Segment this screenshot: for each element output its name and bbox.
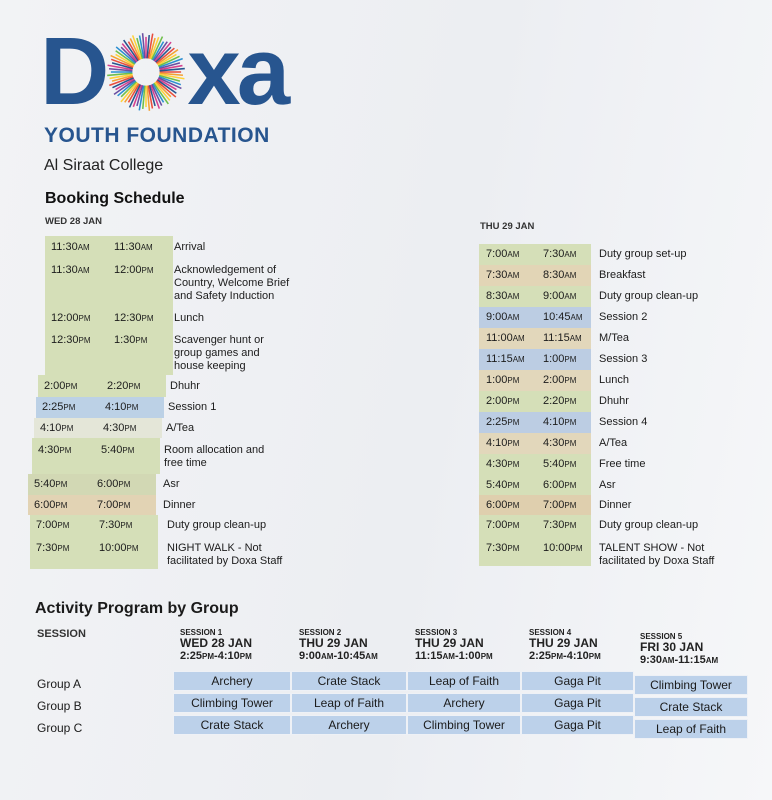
time-meridiem: PM <box>564 376 577 385</box>
activity-cell: Climbing Tower <box>407 715 521 735</box>
time-meridiem: PM <box>564 418 577 427</box>
activity-line: Dinner <box>599 498 632 511</box>
time-meridiem: PM <box>480 652 493 661</box>
time-value: 7:30 <box>486 269 508 281</box>
time-meridiem: PM <box>564 460 577 469</box>
session-header <box>529 628 601 662</box>
session-time <box>640 654 718 666</box>
activity-text <box>599 311 647 324</box>
time-value: 8:30 <box>486 290 508 302</box>
activity-text <box>599 437 627 450</box>
time-value: 2:00 <box>543 374 565 386</box>
time-value: 12:30 <box>51 334 79 346</box>
time-meridiem: AM <box>77 266 90 275</box>
time-meridiem: PM <box>564 480 577 490</box>
session-time <box>180 650 252 662</box>
activity-line: Dhuhr <box>170 379 200 392</box>
start-time <box>486 269 519 281</box>
time-meridiem: PM <box>551 652 564 661</box>
session-date: THU 29 JAN <box>299 636 368 650</box>
time-value: 1:00 <box>543 353 565 365</box>
time-meridiem: PM <box>507 376 520 385</box>
session-date: THU 29 JAN <box>529 636 598 650</box>
start-time <box>486 437 519 449</box>
activity-cell: Archery <box>407 693 521 713</box>
time-meridiem: PM <box>507 397 520 406</box>
time-value: 5:40 <box>101 444 123 456</box>
logo-letter-d: D <box>40 18 106 125</box>
time-value: 6:00 <box>97 478 119 490</box>
time-meridiem: AM <box>140 242 153 252</box>
time-value: 9:00 <box>486 311 508 323</box>
time-value: 9:00 <box>299 650 322 662</box>
schedule-row <box>0 307 772 328</box>
time-meridiem: AM <box>570 313 583 322</box>
time-value: 10:45 <box>543 311 571 323</box>
schedule-row <box>0 475 772 495</box>
end-time <box>543 437 576 449</box>
time-value: 7:00 <box>486 519 508 531</box>
time-value: 4:30 <box>543 437 565 449</box>
start-time <box>486 290 519 302</box>
group-label: Group A <box>37 677 82 691</box>
session-time <box>529 650 601 662</box>
session-number: SESSION 1 <box>180 628 223 637</box>
time-meridiem: PM <box>128 381 141 391</box>
time-meridiem: AM <box>512 334 525 343</box>
activity-cell: Gaga Pit <box>521 715 634 735</box>
time-dash: - <box>454 650 459 662</box>
time-value: 12:00 <box>51 311 79 324</box>
schedule-row <box>0 454 772 475</box>
activity-line: Free time <box>599 458 646 470</box>
time-meridiem: AM <box>77 242 90 252</box>
activity-line: group games and <box>174 347 260 359</box>
activity-text <box>599 269 645 282</box>
activity-line: Lunch <box>599 374 629 386</box>
time-meridiem: PM <box>57 521 70 530</box>
time-value: 11:15 <box>678 654 706 666</box>
activity-line: TALENT SHOW - Not <box>599 542 705 554</box>
wed-day-header: WED 28 JAN <box>45 216 103 227</box>
end-time <box>543 332 582 344</box>
activity-line: Country, Welcome Brief <box>174 277 290 289</box>
time-meridiem: PM <box>564 521 577 530</box>
time-meridiem: AM <box>507 292 520 301</box>
time-meridiem: PM <box>141 313 154 323</box>
time-meridiem: PM <box>507 460 520 469</box>
schedule-row <box>0 244 772 265</box>
time-value: 2:25 <box>486 416 508 428</box>
start-time <box>486 458 519 470</box>
time-value: 7:30 <box>543 519 565 531</box>
activity-line: Duty group set-up <box>599 248 687 260</box>
time-meridiem: PM <box>61 423 74 433</box>
schedule-row <box>0 433 772 454</box>
end-time <box>543 311 583 323</box>
schedule-row <box>0 536 772 566</box>
activity-line: Acknowledgement of <box>174 264 277 276</box>
activity-line: M/Tea <box>599 332 629 344</box>
time-meridiem: PM <box>78 336 91 345</box>
activity-line: A/Tea <box>599 437 628 449</box>
activity-cell: Climbing Tower <box>634 675 748 695</box>
end-time <box>543 290 576 302</box>
session-number: SESSION 3 <box>415 628 458 637</box>
end-time <box>543 353 576 365</box>
time-meridiem: PM <box>507 480 520 490</box>
time-meridiem: PM <box>564 500 577 510</box>
time-value: 11:30 <box>114 240 141 253</box>
activity-line: Lunch <box>174 311 204 324</box>
end-time <box>543 374 576 386</box>
activity-text <box>599 353 647 366</box>
activity-line: Session 1 <box>168 401 217 413</box>
time-meridiem: PM <box>55 500 68 510</box>
activity-line: Scavenger hunt or <box>174 334 264 346</box>
time-value: 7:00 <box>543 498 565 511</box>
time-meridiem: PM <box>59 446 72 455</box>
time-meridiem: PM <box>564 355 577 364</box>
time-value: 4:30 <box>103 421 125 434</box>
activity-line: Asr <box>163 478 180 490</box>
schedule-row <box>0 286 772 307</box>
activity-line: Breakfast <box>599 269 646 281</box>
time-value: 5:40 <box>486 478 508 491</box>
end-time <box>543 269 576 281</box>
start-time <box>486 519 519 531</box>
end-time <box>543 458 576 470</box>
activity-line: Room allocation and <box>164 444 265 456</box>
time-meridiem: PM <box>118 480 131 489</box>
end-time <box>543 416 576 428</box>
time-meridiem: AM <box>705 656 719 665</box>
session-date: WED 28 JAN <box>180 636 253 650</box>
time-value: 2:25 <box>42 401 64 413</box>
activity-text <box>599 499 631 512</box>
activity-line: Session 3 <box>599 353 648 365</box>
time-value: 2:25 <box>529 650 552 662</box>
time-value: 7:30 <box>543 248 565 260</box>
end-time <box>543 395 576 407</box>
time-value: 7:00 <box>36 519 58 531</box>
activity-line: and Safety Induction <box>174 290 275 302</box>
time-value: 11:30 <box>51 264 78 276</box>
start-time <box>486 353 525 365</box>
time-value: 10:00 <box>543 542 571 554</box>
time-meridiem: PM <box>507 439 520 448</box>
time-meridiem: AM <box>365 652 378 661</box>
time-meridiem: PM <box>239 652 252 661</box>
logo-letters-xa: xa <box>187 18 287 125</box>
end-time <box>543 519 576 531</box>
start-time <box>486 374 519 386</box>
time-meridiem: PM <box>507 544 520 553</box>
time-value: 4:10 <box>105 401 127 413</box>
doxa-logo <box>40 18 287 147</box>
time-value: 4:10 <box>566 650 589 662</box>
time-meridiem: AM <box>662 656 675 665</box>
time-value: 2:00 <box>486 395 508 407</box>
schedule-row <box>0 391 772 412</box>
activity-text <box>599 519 698 532</box>
session-number: SESSION 4 <box>529 628 572 637</box>
start-time <box>486 542 519 554</box>
time-value: 9:00 <box>543 290 565 302</box>
activity-cell: Crate Stack <box>634 697 748 717</box>
time-meridiem: PM <box>564 397 577 406</box>
time-meridiem: AM <box>564 250 577 259</box>
activity-cell: Archery <box>291 715 407 735</box>
start-time <box>486 395 519 407</box>
time-value: 1:30 <box>114 334 136 346</box>
activity-text <box>599 395 629 408</box>
end-time <box>543 499 576 511</box>
time-value: 7:00 <box>486 248 508 260</box>
activity-text <box>599 542 714 568</box>
time-meridiem: AM <box>507 250 520 259</box>
time-value: 7:30 <box>99 519 121 531</box>
session-header <box>299 628 378 662</box>
time-meridiem: PM <box>588 652 601 661</box>
activity-line: Duty group clean-up <box>599 290 699 302</box>
session-time <box>415 650 493 662</box>
activity-line: facilitated by Doxa Staff <box>167 555 283 567</box>
time-meridiem: AM <box>442 652 455 661</box>
time-dash: - <box>563 650 567 662</box>
session-number: SESSION 2 <box>299 628 342 637</box>
time-value: 4:30 <box>38 444 60 456</box>
time-value: 1:00 <box>486 374 508 386</box>
time-value: 2:25 <box>180 650 203 662</box>
start-time <box>486 416 519 428</box>
time-value: 9:30 <box>640 654 663 666</box>
time-dash: - <box>214 650 218 662</box>
time-meridiem: PM <box>507 521 520 530</box>
time-value: 11:00 <box>486 332 513 344</box>
time-value: 7:30 <box>486 542 508 554</box>
college-name: Al Siraat College <box>44 157 164 174</box>
time-meridiem: PM <box>135 336 148 345</box>
activity-line: A/Tea <box>166 421 195 434</box>
activity-line: Session 4 <box>599 416 648 428</box>
activity-text <box>599 290 698 303</box>
activity-cell: Climbing Tower <box>173 693 291 713</box>
activity-text <box>599 374 629 387</box>
end-time <box>543 479 576 491</box>
session-header <box>640 632 718 666</box>
time-value: 12:30 <box>114 311 142 324</box>
time-value: 5:40 <box>34 478 56 490</box>
booking-schedule-title: Booking Schedule <box>45 190 185 207</box>
session-column-label: SESSION <box>37 628 86 640</box>
time-meridiem: PM <box>570 544 583 553</box>
time-value: 11:15 <box>543 332 570 344</box>
thu-day-header: THU 29 JAN <box>480 221 535 232</box>
start-time <box>486 479 519 491</box>
session-date: FRI 30 JAN <box>640 640 704 654</box>
time-meridiem: PM <box>78 313 91 323</box>
time-value: 4:10 <box>543 416 565 428</box>
activity-text <box>599 479 616 492</box>
activity-line: Asr <box>599 478 616 491</box>
schedule-row <box>0 515 772 536</box>
time-meridiem: AM <box>564 271 577 280</box>
time-value: 12:00 <box>114 264 142 276</box>
activity-line: Arrival <box>174 240 206 253</box>
activity-line: Dinner <box>163 498 196 511</box>
activity-line: house keeping <box>174 360 246 372</box>
time-meridiem: AM <box>507 271 520 280</box>
activity-cell: Crate Stack <box>173 715 291 735</box>
time-meridiem: PM <box>55 480 68 489</box>
time-value: 7:30 <box>36 542 58 554</box>
time-value: 7:00 <box>97 498 119 511</box>
time-value: 11:15 <box>415 650 443 662</box>
time-meridiem: PM <box>141 266 154 275</box>
time-value: 6:00 <box>486 498 508 511</box>
activity-line: Dhuhr <box>599 395 629 407</box>
session-number: SESSION 5 <box>640 632 683 641</box>
logo-subtitle: YOUTH FOUNDATION <box>44 124 270 147</box>
schedule-row <box>0 328 772 349</box>
schedule-row <box>0 412 772 433</box>
group-label: Group C <box>37 721 83 735</box>
time-meridiem: PM <box>202 652 215 661</box>
time-meridiem: PM <box>507 418 520 427</box>
time-value: 11:30 <box>51 240 78 253</box>
session-date: THU 29 JAN <box>415 636 484 650</box>
activity-line: NIGHT WALK - Not <box>167 542 262 554</box>
time-dash: - <box>674 654 679 666</box>
schedule-row <box>0 495 772 515</box>
activity-cell: Leap of Faith <box>634 719 748 739</box>
time-value: 8:30 <box>543 269 565 281</box>
time-meridiem: PM <box>124 423 137 433</box>
time-meridiem: PM <box>507 500 520 510</box>
time-meridiem: AM <box>512 355 525 364</box>
time-value: 1:00 <box>458 650 481 662</box>
sunburst-icon <box>107 33 185 111</box>
activity-cell: Leap of Faith <box>407 671 521 691</box>
activity-cell: Crate Stack <box>291 671 407 691</box>
time-value: 4:30 <box>486 458 508 470</box>
activity-cell: Gaga Pit <box>521 693 634 713</box>
time-value: 6:00 <box>543 478 565 491</box>
session-time <box>299 650 378 662</box>
time-value: 6:00 <box>34 498 56 511</box>
activity-text <box>599 248 686 261</box>
activity-cell: Gaga Pit <box>521 671 634 691</box>
start-time <box>486 499 519 511</box>
activity-cell: Archery <box>173 671 291 691</box>
activity-text <box>599 332 629 345</box>
logo-wordmark <box>40 18 287 125</box>
time-value: 4:10 <box>486 437 508 449</box>
time-dash: - <box>333 650 338 662</box>
activity-text <box>599 458 645 471</box>
activity-text <box>599 416 647 429</box>
time-meridiem: AM <box>321 652 334 661</box>
end-time <box>543 542 583 554</box>
activity-line: Duty group clean-up <box>599 519 699 531</box>
time-value: 10:45 <box>337 650 366 662</box>
time-value: 11:15 <box>486 353 513 365</box>
time-value: 2:20 <box>107 379 129 392</box>
time-meridiem: PM <box>564 439 577 448</box>
time-value: 2:00 <box>44 379 66 392</box>
time-meridiem: AM <box>569 334 582 343</box>
time-meridiem: PM <box>122 446 135 455</box>
time-meridiem: PM <box>57 544 70 553</box>
end-time <box>543 248 576 260</box>
time-meridiem: AM <box>564 292 577 301</box>
time-meridiem: AM <box>507 313 520 322</box>
session-header <box>415 628 493 662</box>
schedule-row <box>0 265 772 286</box>
activity-cell: Leap of Faith <box>291 693 407 713</box>
group-label: Group B <box>37 699 82 713</box>
time-meridiem: PM <box>118 500 131 510</box>
schedule-row <box>0 349 772 370</box>
session-header <box>180 628 252 662</box>
start-time <box>486 248 519 260</box>
schedule-row <box>0 370 772 391</box>
time-value: 10:00 <box>99 542 127 554</box>
start-time <box>486 332 525 344</box>
activity-line: Session 2 <box>599 311 648 323</box>
activity-line: Duty group clean-up <box>167 519 267 531</box>
time-value: 2:20 <box>543 395 565 407</box>
activity-line: facilitated by Doxa Staff <box>599 555 715 567</box>
time-meridiem: PM <box>126 403 139 412</box>
time-meridiem: PM <box>63 403 76 412</box>
start-time <box>486 311 519 323</box>
time-meridiem: PM <box>120 521 133 530</box>
activity-program-title: Activity Program by Group <box>35 600 239 617</box>
time-value: 4:10 <box>40 421 62 434</box>
activity-line: free time <box>164 457 207 469</box>
time-meridiem: PM <box>65 381 78 391</box>
time-value: 4:10 <box>217 650 240 662</box>
time-meridiem: PM <box>126 544 139 553</box>
time-value: 5:40 <box>543 458 565 470</box>
